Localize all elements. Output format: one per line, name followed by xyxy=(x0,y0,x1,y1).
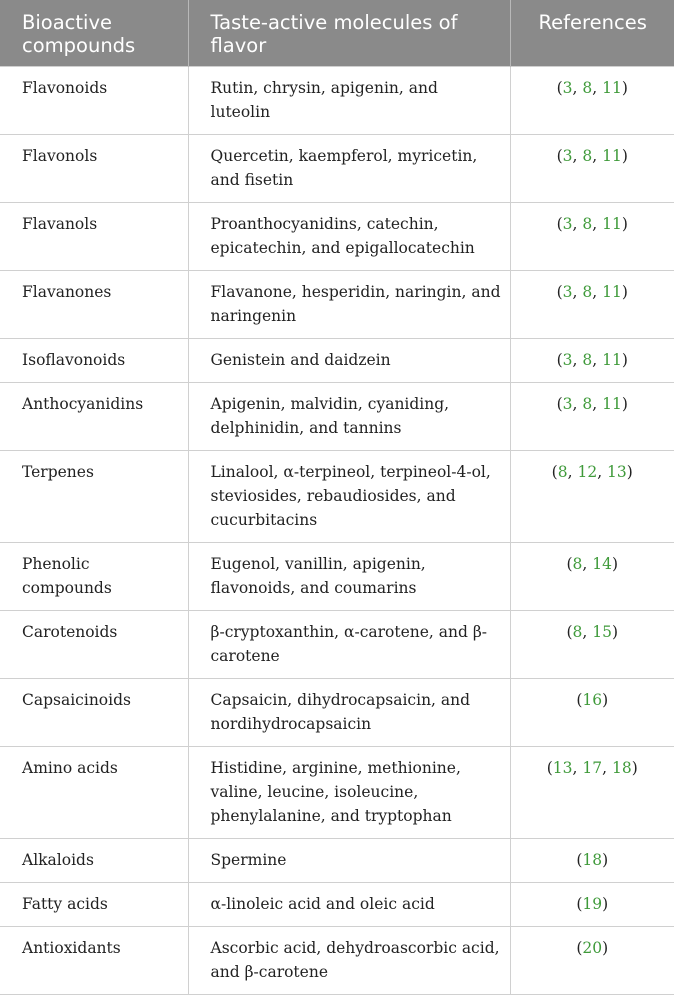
compound-cell: Amino acids xyxy=(0,747,188,839)
header-taste-active-molecules: Taste-active molecules of flavor xyxy=(188,0,510,67)
references-cell: (18) xyxy=(510,839,674,883)
molecules-cell: α-linoleic acid and oleic acid xyxy=(188,883,510,927)
compound-cell: Flavanols xyxy=(0,203,188,271)
compound-cell: Phenolic compounds xyxy=(0,543,188,611)
table-row xyxy=(0,543,674,611)
molecules-cell: β-cryptoxanthin, α-carotene, and β-carotene xyxy=(188,611,510,679)
molecules-cell: Apigenin, malvidin, cyaniding, delphinidin, and tannins xyxy=(188,383,510,451)
table-row xyxy=(0,383,674,451)
header-row xyxy=(0,0,674,67)
reference-link[interactable]: 3 xyxy=(562,351,573,369)
table-header xyxy=(0,0,674,67)
molecules-cell: Linalool, α-terpineol, terpineol-4-ol, steviosides, rebaudiosides, and cucurbitacins xyxy=(188,451,510,543)
references-cell: (16) xyxy=(510,679,674,747)
compound-cell: Flavonols xyxy=(0,135,188,203)
compound-cell: Isoflavonoids xyxy=(0,339,188,383)
reference-link[interactable]: 15 xyxy=(592,623,612,641)
references-cell: (20) xyxy=(510,927,674,995)
compound-cell: Alkaloids xyxy=(0,839,188,883)
compound-cell: Fatty acids xyxy=(0,883,188,927)
reference-link[interactable]: 13 xyxy=(552,759,573,777)
molecules-cell: Flavanone, hesperidin, naringin, and naringenin xyxy=(188,271,510,339)
references-cell: (8, 12, 13) xyxy=(510,451,674,543)
reference-link[interactable]: 8 xyxy=(557,463,568,481)
reference-link[interactable]: 3 xyxy=(562,147,573,165)
table-row xyxy=(0,927,674,995)
references-cell: (19) xyxy=(510,883,674,927)
references-cell: (13, 17, 18) xyxy=(510,747,674,839)
compound-cell: Flavonoids xyxy=(0,67,188,135)
references-cell: (3, 8, 11) xyxy=(510,383,674,451)
references-cell: (8, 14) xyxy=(510,543,674,611)
table-body xyxy=(0,67,674,995)
table-row xyxy=(0,135,674,203)
reference-link[interactable]: 19 xyxy=(582,895,603,913)
compound-cell: Capsaicinoids xyxy=(0,679,188,747)
reference-link[interactable]: 11 xyxy=(602,147,622,165)
molecules-cell: Proanthocyanidins, catechin, epicatechin, and epigallocatechin xyxy=(188,203,510,271)
compound-cell: Terpenes xyxy=(0,451,188,543)
molecules-cell: Histidine, arginine, methionine, valine, leucine, isoleucine, phenylalanine, and tryptophan xyxy=(188,747,510,839)
reference-link[interactable]: 8 xyxy=(582,351,593,369)
references-cell: (3, 8, 11) xyxy=(510,339,674,383)
references-cell: (3, 8, 11) xyxy=(510,271,674,339)
reference-link[interactable]: 8 xyxy=(582,79,593,97)
reference-link[interactable]: 3 xyxy=(562,79,573,97)
table-row xyxy=(0,451,674,543)
table-row xyxy=(0,67,674,135)
table-row xyxy=(0,679,674,747)
molecules-cell: Eugenol, vanillin, apigenin, flavonoids, and coumarins xyxy=(188,543,510,611)
table-row xyxy=(0,339,674,383)
reference-link[interactable]: 8 xyxy=(582,283,593,301)
reference-link[interactable]: 3 xyxy=(562,395,573,413)
reference-link[interactable]: 11 xyxy=(602,215,622,233)
compound-cell: Flavanones xyxy=(0,271,188,339)
reference-link[interactable]: 3 xyxy=(562,215,573,233)
reference-link[interactable]: 8 xyxy=(572,555,583,573)
reference-link[interactable]: 3 xyxy=(562,283,573,301)
molecules-cell: Capsaicin, dihydrocapsaicin, and nordihydrocapsaicin xyxy=(188,679,510,747)
header-bioactive-compounds: Bioactive compounds xyxy=(0,0,188,67)
reference-link[interactable]: 11 xyxy=(602,79,622,97)
reference-link[interactable]: 17 xyxy=(582,759,603,777)
molecules-cell: Rutin, chrysin, apigenin, and luteolin xyxy=(188,67,510,135)
references-cell: (3, 8, 11) xyxy=(510,67,674,135)
reference-link[interactable]: 13 xyxy=(607,463,627,481)
reference-link[interactable]: 11 xyxy=(602,283,622,301)
table-row xyxy=(0,271,674,339)
reference-link[interactable]: 14 xyxy=(592,555,612,573)
molecules-cell: Genistein and daidzein xyxy=(188,339,510,383)
compound-cell: Carotenoids xyxy=(0,611,188,679)
references-cell: (3, 8, 11) xyxy=(510,135,674,203)
table-row xyxy=(0,611,674,679)
molecules-cell: Quercetin, kaempferol, myricetin, and fisetin xyxy=(188,135,510,203)
reference-link[interactable]: 8 xyxy=(582,147,593,165)
reference-link[interactable]: 11 xyxy=(602,351,622,369)
reference-link[interactable]: 16 xyxy=(582,691,603,709)
reference-link[interactable]: 8 xyxy=(582,395,593,413)
molecules-cell: Spermine xyxy=(188,839,510,883)
reference-link[interactable]: 18 xyxy=(611,759,632,777)
compound-cell: Anthocyanidins xyxy=(0,383,188,451)
table-row xyxy=(0,839,674,883)
reference-link[interactable]: 8 xyxy=(582,215,593,233)
references-cell: (8, 15) xyxy=(510,611,674,679)
references-cell: (3, 8, 11) xyxy=(510,203,674,271)
molecules-cell: Ascorbic acid, dehydroascorbic acid, and β-carotene xyxy=(188,927,510,995)
reference-link[interactable]: 11 xyxy=(602,395,622,413)
reference-link[interactable]: 12 xyxy=(577,463,598,481)
compound-cell: Antioxidants xyxy=(0,927,188,995)
table-row xyxy=(0,883,674,927)
table-row xyxy=(0,747,674,839)
table-row xyxy=(0,203,674,271)
header-references: References xyxy=(510,0,674,67)
reference-link[interactable]: 8 xyxy=(572,623,583,641)
reference-link[interactable]: 20 xyxy=(582,939,603,957)
reference-link[interactable]: 18 xyxy=(582,851,603,869)
